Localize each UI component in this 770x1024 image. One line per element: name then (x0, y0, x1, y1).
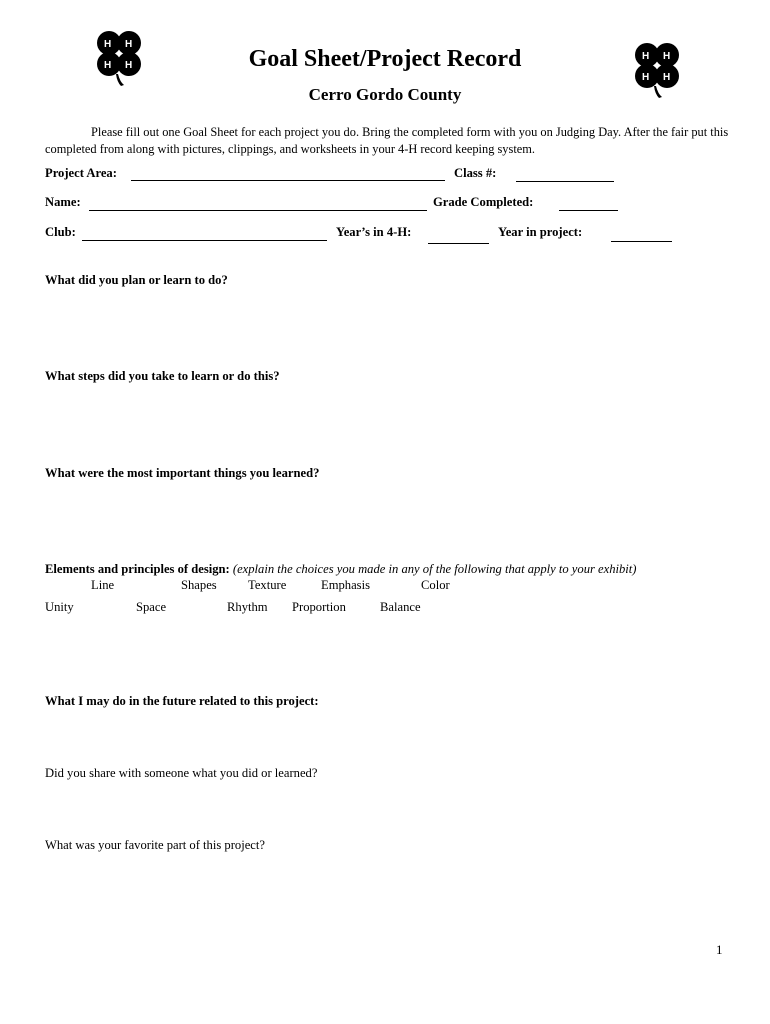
question-elements (45, 562, 637, 577)
year-in-project-label: Year in project: (498, 225, 583, 239)
question-future: What I may do in the future related to this project: (45, 694, 319, 708)
principle-space: Space (136, 600, 167, 614)
element-color: Color (421, 578, 450, 592)
element-emphasis: Emphasis (321, 578, 370, 592)
club-field[interactable] (82, 240, 327, 241)
instructions (45, 124, 730, 158)
element-line: Line (91, 578, 115, 592)
club-label: Club: (45, 225, 76, 239)
question-favorite: What was your favorite part of this project? (45, 838, 265, 852)
class-number-label: Class #: (454, 166, 497, 180)
question-important: What were the most important things you learned? (45, 466, 320, 480)
element-shapes: Shapes (181, 578, 217, 592)
years-in-4h-label: Year’s in 4-H: (336, 225, 412, 239)
page-title: Goal Sheet/Project Record (248, 46, 522, 72)
page-subtitle: Cerro Gordo County (308, 85, 462, 104)
name-label: Name: (45, 195, 81, 209)
svg-text:H: H (663, 51, 671, 62)
svg-text:H: H (104, 60, 112, 71)
question-share: Did you share with someone what you did or learned? (45, 766, 318, 780)
principle-balance: Balance (380, 600, 421, 614)
elements-hint: (explain the choices you made in any of the following that apply to your exhibit) (232, 562, 637, 576)
years-in-4h-field[interactable] (428, 243, 489, 244)
svg-text:H: H (125, 60, 133, 71)
question-plan: What did you plan or learn to do? (45, 273, 228, 287)
class-number-field[interactable] (516, 181, 614, 182)
svg-text:H: H (642, 72, 650, 83)
svg-text:H: H (104, 39, 112, 50)
principle-proportion: Proportion (292, 600, 346, 614)
year-in-project-field[interactable] (611, 241, 672, 242)
project-area-field[interactable] (131, 180, 445, 181)
svg-text:H: H (663, 72, 671, 83)
svg-text:H: H (125, 39, 133, 50)
principle-unity: Unity (45, 600, 74, 614)
principle-rhythm: Rhythm (227, 600, 268, 614)
grade-completed-field[interactable] (559, 210, 618, 211)
elements-label: Elements and principles of design: (45, 562, 230, 576)
element-texture: Texture (248, 578, 287, 592)
name-field[interactable] (89, 210, 427, 211)
grade-completed-label: Grade Completed: (433, 195, 534, 209)
page-number: 1 (716, 942, 723, 957)
project-area-label: Project Area: (45, 166, 117, 180)
svg-text:H: H (642, 51, 650, 62)
question-steps: What steps did you take to learn or do this? (45, 369, 280, 383)
instructions-text: Please fill out one Goal Sheet for each project you do. Bring the completed form with you on Judging Day. After the fair put this completed from along with pictures, clippings, and worksheets in your 4-H record keeping system. (45, 125, 729, 156)
